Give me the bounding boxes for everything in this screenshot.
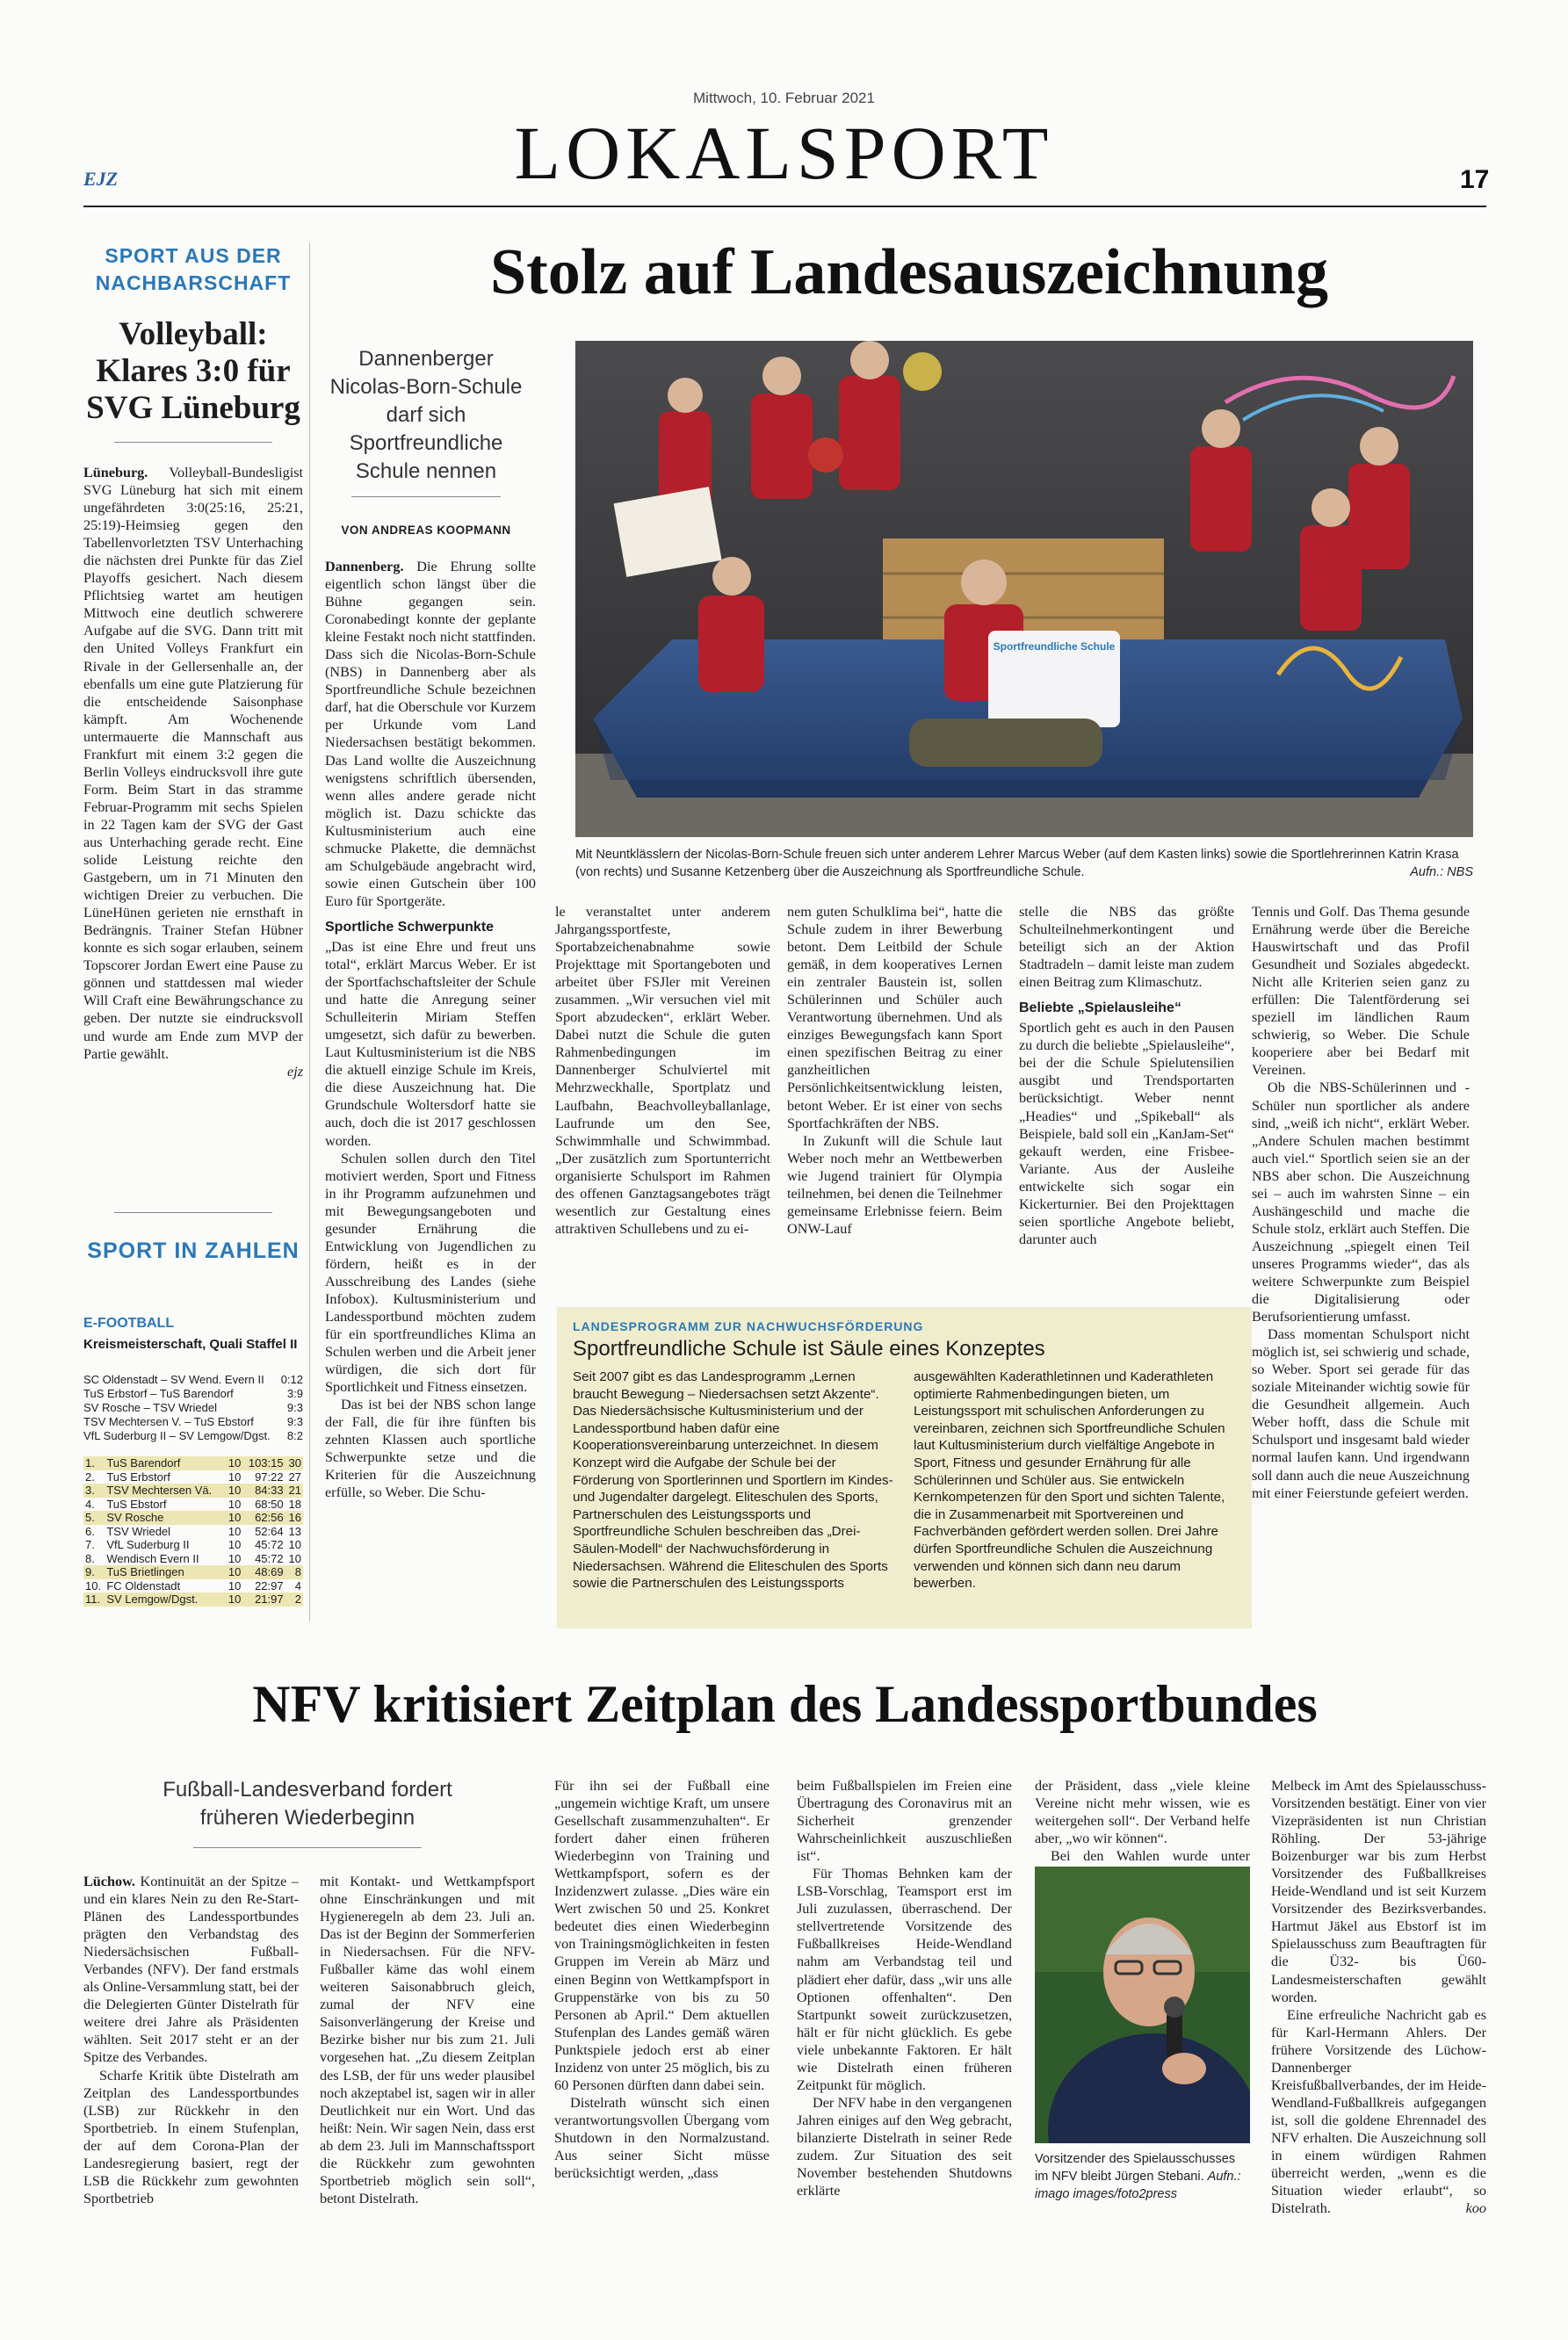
match-results xyxy=(83,1373,303,1443)
table-cell-team: TuS Ebstorf xyxy=(106,1497,167,1511)
page-number: 17 xyxy=(1460,165,1490,194)
table-cell-games: 10 xyxy=(228,1551,242,1565)
article-column-1: Dannenberg. Die Ehrung sollte eigentlich schon längst über die Bühne gegangen sein. Coronabedingt konnte der geplante kleine Festakt noch nicht stattfinden. Dass sich die Nicolas-Born-Schule (NBS) in Dannenberg aber als Sportfreundliche Schule bezeichnen darf, hat die Oberschule vor Kurzem per Urkunde vom Land Niedersachsen bestätigt bekommen. Das Land wollte die Auszeichnung wenigstens schriftlich übersenden, wenn alles andere gerade nicht möglich ist. Dazu schickte das Kultusministerium auch eine schmucke Plakette, die demnächst am Schulgebäude angebracht wird, sowie einen Gutschein über 100 Euro für Sportgeräte. Sportliche Schwerpunkte „Das ist eine Ehre und freut uns total“, erklärt Marcus Weber. Er ist der Sportfachschaftsleiter der Schule und hatte die Anregung seiner Schulleiterin Miriam Steffen umgesetzt, sich dafür zu bewerben. Laut Kultusministerium ist die NBS die aktuell einzige Schule im Kreis, die diese Auszeichnung hat. Die Grundschule Woltersdorf hatte sie auch, doch die ist 2017 geschlossen worden. Schulen sollen durch den Titel motiviert werden, Sport und Fitness in ihr Programm aufzunehmen und mit Bewegungsangeboten und gesunder Ernährung die Entwicklung von Jugendlichen zu fördern, heißt es in der Ausschreibung des Landes (siehe Infobox). Kultusministerium und Landessportbund möchten zudem für ein sportfreundliches Klima an Schulen werben und die Arbeit jener würdigen, die sich dort für Sportlichkeit und Fitness einsetzen. Das ist bei der NBS schon lange der Fall, die für ihre fünften bis zehnten Klassen auch sportliche Schwerpunkte setze und die Kriterien für die Auszeichnung erfülle, so Weber. Die Schu- xyxy=(325,559,536,1501)
main-deck: Dannenberger Nicolas-Born-Schule darf sich Sportfreundliche Schule nennen xyxy=(329,347,523,483)
table-cell-rank: 3. xyxy=(83,1484,105,1498)
dateline: Dannenberg. xyxy=(325,559,404,574)
table-cell-team: Wendisch Evern II xyxy=(106,1551,199,1565)
sidebar-divider-2 xyxy=(114,1212,272,1213)
table-cell-team: TuS Brietlingen xyxy=(105,1565,225,1579)
nfv-column-4: beim Fußballspielen im Freien eine Übertragung des Coronavirus mit an Sicherheit grenzender Wahrscheinlichkeit auszuschließen ist“. Für Thomas Behnken kam der LSB-Vorschlag, Teamsport erst im Juli zuzulassen, überraschend. Der stellvertretende Vorsitzende des Fußballkreises Heide-Wendland nahm am Verbandstag teil und plädiert eher dafür, dass „wir uns alle Optionen offenhalten“. Den Startpunkt soweit zurückzusetzen, hält er für nicht glücklich. Es gebe viele unbekannte Faktoren. Er hält wie Distelrath einen früheren Zeitpunkt für möglich. Der NFV habe in den vergangenen Jahren einiges auf den Weg gebracht, bilanzierte Distelrath in seiner Rede zudem. Zur Situation des seit November bestehenden Shutdowns erklärte xyxy=(797,1778,1012,2199)
table-cell-points: 21 xyxy=(285,1484,303,1498)
nfv-column-5: der Präsident, dass „viele kleine Vereine nicht mehr wissen, wie es weitergehen soll“. Der Verband helfe aber, „wo wir können“. Bei den Wahlen wurde unter xyxy=(1035,1778,1250,1865)
info-box-column-2: ausgewählten Kaderathletinnen und Kaderathleten optimierte Rahmenbedingungen bieten, um Leistungssport mit schulischen Anforderungen zu vereinbaren, zeichnen sich Sportfreundliche Schulen laut Kultusministerium durch vielfältige Angebote in Sport, Fitness und gesunder Ernährung für alle Schülerinnen und Schüler aus. Sie entwickeln Kernkompetenzen für den Sport und sichten Talente, die in Zusammenarbeit mit Sportvereinen und Fachverbänden gefördert werden sollen. Drei Jahre dürfen Sportfreundliche Schulen die Auszeichnung verwenden und können sich dann neu darum bewerben. xyxy=(914,1369,1225,1592)
table-cell-points: 16 xyxy=(285,1511,303,1525)
table-cell-rank: 5. xyxy=(83,1511,105,1525)
sidebar-divider xyxy=(114,442,272,443)
main-headline: Stolz auf Landesauszeichnung xyxy=(490,236,1328,308)
table-row xyxy=(83,1579,303,1593)
publication-date: Mittwoch, 10. Februar 2021 xyxy=(693,90,875,106)
article-column-4: stelle die NBS das größte Schulteilnehmerkontingent und beteiligt sich an der Aktion Stadtradeln – damit leiste man zudem einen Beitrag zum Klimaschutz. Beliebte „Spielausleihe“ Sportlich geht es auch in den Pausen zu durch die beliebte „Spielausleihe“, bei der die Schule Spielutensilien ausgibt und Trendsportarten berücksichtigt. Weber nennt „Headies“ und „Spikeball“ als Beispiele, bald soll ein „KanJam-Set“ gekauft werden, eine Frisbee-Variante. Aus der Ausleihe entwickelte sich sogar ein Kickerturnier. Bei den Projekttagen seien sportliche Angebote beliebt, darunter auch xyxy=(1019,904,1234,1247)
photo-credit: Aufn.: NBS xyxy=(1410,865,1473,879)
table-cell-goals: 84:33 xyxy=(242,1484,285,1498)
photo-sign-text: Sportfreundliche Schule xyxy=(993,640,1116,653)
info-box-title: Sportfreundliche Schule ist Säule eines Konzeptes xyxy=(573,1337,1045,1361)
nfv-headline: NFV kritisiert Zeitplan des Landessportbundes xyxy=(252,1675,1318,1733)
table-cell-points: 4 xyxy=(294,1578,301,1592)
table-cell-team: TuS Barendorf xyxy=(105,1456,225,1470)
sidebar-article-text: Volleyball-Bundesligist SVG Lüneburg hat sich mit einem ungefährdeten 3:0(25:16, 25:21, 25:19)-Heimsieg gegen den Tabellenvorletzten TSV Unterhaching die nächsten drei Punkte für das Ziel Playoffs gesichert. Nach diesem Pflichtsieg wartet am heutigen Mittwoch eine deutlich schwerere Aufgabe auf die SVG. Dann tritt mit den United Volleys Frankfurt ein Rivale in der Gellersenhalle an, der ebenfalls um eine gute Platzierung für die entscheidende Saisonphase kämpft. Am Wochenende untermauerte die Mannschaft aus Frankfurt mit einem 3:2 gegen die Berlin Volleys eindrucksvoll ihre gute Form. Beim Start in das stramme Februar-Programm mit sechs Spielen in 22 Tagen kam der SVG der Gast aus Unterhaching gerade recht. Eine solide Leistung reichte den Gastgebern, um in 71 Minuten den wichtigen Dreier zu verbuchen. Die LüneHünen gerieten nie ernsthaft in Bedrängnis. Trainer Stefan Hübner konnte es sich sogar erlauben, seinem Topscorer Jordan Ewert eine Pause zu gönnen und stattdessen mal wieder Will Craft eine Bewährungschance zu geben. Der nutzte sie eindrucksvoll und wurde am Ende zum MVP der Partie gewählt. xyxy=(83,465,303,1062)
table-row xyxy=(83,1552,303,1566)
table-cell-goals: 45:72 xyxy=(255,1551,284,1565)
match-row: SV Rosche – TSV Wriedel 9:3 xyxy=(83,1401,303,1414)
nfv-deck-divider xyxy=(193,1847,422,1848)
table-cell-goals: 45:72 xyxy=(255,1538,284,1552)
sport-in-zahlen-kicker: SPORT IN ZAHLEN xyxy=(87,1239,300,1263)
column-divider xyxy=(309,242,310,1621)
table-row xyxy=(83,1484,303,1498)
table-cell-points: 27 xyxy=(288,1470,301,1484)
table-cell-team: SV Lemgow/Dgst. xyxy=(105,1592,225,1607)
table-cell-points: 10 xyxy=(288,1551,301,1565)
table-cell-rank: 4. xyxy=(85,1497,95,1511)
sidebar-article-body xyxy=(83,464,303,1080)
table-cell-goals: 52:64 xyxy=(255,1524,284,1538)
team-photo xyxy=(575,341,1473,837)
table-row xyxy=(83,1470,303,1484)
dateline: Lüneburg. xyxy=(83,465,148,480)
table-cell-points: 10 xyxy=(288,1538,301,1552)
nfv-column-2: mit Kontakt- und Wettkampfsport ohne Einschränkungen und mit Hygieneregeln ab dem 23. Juli an. Das ist der Beginn der Sommerferien in Niedersachsen. Für die NFV-Fußballer käme das wohl einem weiteren Saisonabbruch gleich, zumal der NFV eine Saisonverlängerung der Kreise und Bezirke bisher nur bis zum 21. Juli vorgesehen hat. „Zu diesem Zeitplan des LSB, der für uns weder plausibel noch akzeptabel ist, sagen wir in aller Deutlichkeit nur ein Wort. Und das heißt: Nein. Wir sagen Nein, dass erst ab dem 23. Juli im Mannschaftssport die Rückkehr zum gewohnten Sportbetrieb möglich sein soll“, betont Distelrath. xyxy=(320,1874,535,2206)
table-cell-games: 10 xyxy=(228,1470,242,1484)
info-box-kicker: LANDESPROGRAMM ZUR NACHWUCHSFÖRDERUNG xyxy=(573,1319,924,1333)
table-cell-points: 2 xyxy=(285,1592,303,1607)
author-tag: ejz xyxy=(287,1063,303,1080)
table-cell-team: TSV Mechtersen Vä. xyxy=(105,1484,225,1498)
table-cell-rank: 7. xyxy=(85,1538,95,1552)
table-cell-games: 10 xyxy=(228,1524,242,1538)
table-row xyxy=(83,1511,303,1525)
league-table xyxy=(83,1456,303,1607)
byline: VON ANDREAS KOOPMANN xyxy=(341,524,511,537)
nfv-column-3: Für ihn sei der Fußball eine „ungemein wichtige Kraft, um unsere Gesellschaft zusammenzuhalten“. Er fordert daher einen früheren Wiederbeginn von Training und Wettkampfsport, sofern es der Inzidenzwert zulasse. „Dies wäre ein Wert zwischen 50 und 25. Konkret bedeutet dies einen Wiederbeginn von Trainingsmöglichkeiten in festen Gruppen im Verein ab März und einen Beginn von Wettkampfsport in Gruppenstärke von bis zu 50 Personen ab April.“ Dem aktuellen Stufenplan des Landes gemäß wären Punktspiele jedoch erst ab einer Inzidenz von unter 25 möglich, bis zu 60 Personen dürften dann dabei sein. Distelrath wünscht sich einen verantwortungsvollen Übergang vom Shutdown in den Normalzustand. Aus seiner Sicht müsse berücksichtigt werden, „dass xyxy=(554,1778,770,2182)
table-cell-team: SV Rosche xyxy=(105,1511,225,1525)
portrait-photo xyxy=(1035,1867,1250,2143)
table-cell-points: 8 xyxy=(285,1565,303,1579)
header-rule xyxy=(83,206,1486,207)
portrait-caption: Vorsitzender des Spielausschusses im NFV bleibt Jürgen Stebani. Aufn.: imago images/foto2press xyxy=(1035,2152,1241,2201)
table-cell-games: 10 xyxy=(225,1456,242,1470)
table-cell-points: 13 xyxy=(288,1524,301,1538)
table-cell-goals: 62:56 xyxy=(242,1511,285,1525)
match-row: TuS Erbstorf – TuS Barendorf 3:9 xyxy=(83,1387,303,1400)
sidebar-kicker: SPORT AUS DER NACHBARSCHAFT xyxy=(95,244,292,294)
table-row xyxy=(83,1525,303,1539)
table-cell-points: 30 xyxy=(285,1456,303,1470)
table-cell-goals: 48:69 xyxy=(242,1565,285,1579)
subheading: Beliebte „Spielausleihe“ xyxy=(1019,1000,1181,1016)
table-cell-rank: 2. xyxy=(85,1470,95,1484)
table-cell-team: FC Oldenstadt xyxy=(106,1578,181,1592)
info-box-column-1: Seit 2007 gibt es das Landesprogramm „Lernen braucht Bewegung – Niedersachsen setzt Akzente“. Das Niedersächsische Kultusministerium und der Landessportbund haben dafür eine Kooperationsvereinbarung unterzeichnet. In diesem Konzept wird die Aufgabe der Schule bei der Förderung von Sportlerinnen und Sportlern im Kindes- und Jugendalter dargelegt. Eliteschulen des Sports, Partnerschulen des Leistungssports und Sportfreundliche Schulen beschreiben das „Drei-Säulen-Modell“ der Nachwuchsförderung in Niedersachsen. Während die Eliteschulen des Sports sowie die Partnerschulen des Leistungssports xyxy=(573,1369,893,1592)
table-cell-games: 10 xyxy=(225,1565,242,1579)
table-cell-rank: 1. xyxy=(83,1456,105,1470)
table-cell-goals: 21:97 xyxy=(242,1592,285,1607)
nfv-column-6: Melbeck im Amt des Spielausschuss-Vorsitzenden bestätigt. Einer von vier Vizepräsidenten ist nun Christian Röhling. Der 53-jährige Boizenburger war bis zum Herbst Vorsitzender des Fußballkreises Heide-Wendland und ist seit Kurzem Vorsitzender des Bezirksverbandes. Hartmut Jäkel aus Ebstorf ist im Spielausschuss zum Beauftragten für die Ü32- bis Ü60-Landesmeisterschaften gewählt worden. Eine erfreuliche Nachricht gab es für Karl-Hermann Ahlers. Der frühere Vorsitzende des Lüchow-Dannenberger Kreisfußballverbandes, der im Heide-Wendland-Fußballkreis aufgegangen ist, soll die goldene Ehrennadel des NFV erhalten. Die Auszeichnung soll in einem würdigen Rahmen überreicht werden, „wenn es die Situation wieder erlaubt“, so Distelrath. koo xyxy=(1271,1778,1486,2217)
section-title: LOKALSPORT xyxy=(514,111,1054,195)
table-cell-points: 18 xyxy=(288,1497,301,1511)
table-row xyxy=(83,1456,303,1470)
table-cell-games: 10 xyxy=(228,1497,242,1511)
nfv-deck: Fußball-Landesverband fordert früheren Wiederbeginn xyxy=(163,1778,452,1830)
dateline: Lüchow. xyxy=(83,1874,135,1889)
author-tag: koo xyxy=(1465,2200,1486,2217)
nfv-column-1: Lüchow. Kontinuität an der Spitze – und ein klares Nein zu den Re-Start-Plänen des Landessportbundes prägten den Verbandstag des Niedersächsischen Fußball-Verbandes (NFV). Der fand erstmals als Online-Versammlung statt, bei der die Delegierten Günter Distelrath für weitere drei Jahre als Präsidenten wählten. Seit 2017 steht er an der Spitze des Verbandes. Scharfe Kritik übte Distelrath am Zeitplan des Landessportbundes (LSB) zur Rückkehr in den Sportbetrieb. In einem Stufenplan, der auf dem Corona-Plan der Landesregierung basiert, regt der LSB die Rückkehr zum gewohnten Sportbetrieb xyxy=(83,1874,300,2206)
table-cell-team: TuS Erbstorf xyxy=(106,1470,170,1484)
table-cell-games: 10 xyxy=(228,1578,242,1592)
table-cell-goals: 97:22 xyxy=(255,1470,284,1484)
table-cell-goals: 103:15 xyxy=(242,1456,285,1470)
article-column-3: nem guten Schulklima bei“, hatte die Schule zudem in ihrer Bewerbung betont. Dem Leitbild der Schule gemäß, in dem kooperatives Lernen ein zentraler Baustein ist, sollen Schülerinnen und Schüler auch Verantwortung übernehmen. Und als einziges Bewegungsfach kann Sport einen spezifischen Beitrag zu einer ganzheitlichen Persönlichkeitsentwicklung leisten, betont Weber. Er ist einer von sechs Sportfachkräften der NBS. In Zukunft will die Schule laut Weber noch mehr an Wettbewerben wie Jugend trainiert für Olympia teilnehmen, bei denen die Teilnehmer gemeinsame Erlebnisse feiern. Beim ONW-Lauf xyxy=(787,904,1002,1237)
table-cell-rank: 6. xyxy=(85,1524,95,1538)
table-cell-team: VfL Suderburg II xyxy=(106,1538,190,1552)
photo-caption: Mit Neuntklässlern der Nicolas-Born-Schule freuen sich unter anderem Lehrer Marcus Weber (auf dem Kasten links) sowie die Sportlehrerinnen Katrin Krasa (von rechts) und Susanne Ketzenberg über die Auszeichnung als Sportfreundliche Schule. Aufn.: NBS xyxy=(575,848,1473,879)
match-row: SC Oldenstadt – SV Wend. Evern II 0:12 xyxy=(83,1373,303,1386)
table-cell-rank: 11. xyxy=(83,1592,105,1607)
table-cell-goals: 68:50 xyxy=(255,1497,284,1511)
article-column-5: Tennis und Golf. Das Thema gesunde Ernährung werde über die Bereiche Hauswirtschaft und das Profil Gesundheit und Soziales abgedeckt. Nicht alle Kriterien seien ganz zu erfüllen: Die Talentförderung sei speziell im ländlichen Raum schwierig, so Weber. Die Schule kooperiere aber bei Bedarf mit Vereinen. Ob die NBS-Schülerinnen und -Schüler nun sportlicher als andere sind, „weiß ich nicht“, erklärt Weber. „Andere Schulen machen bestimmt auch viel.“ Sportlich seien sie an der NBS aber schon. Die Auszeichnung sei – auch im wahrsten Sinne – ein Aushängeschild und mache die Schule stolz, erklärt auch Steffen. Die Auszeichnung „spiegelt einen Teil unseres Programms wieder“, das als weitere Schwerpunkte zum Beispiel die Digitalisierung oder Berufsorientierung umfasst. Dass momentan Schulsport nicht möglich ist, sei schwierig und schade, so Weber. Sport sei gerade für das soziale Miteinander wichtig sowie für die Gesundheit allgemein. Auch Weber hofft, dass die Schule mit Schulsport und insgesamt bald wieder normal laufen kann. Und irgendwann soll dann auch die neue Auszeichnung mit einer Feierstunde gefeiert werden. xyxy=(1252,904,1470,1501)
photo-credit: Aufn.: imago images/foto2press xyxy=(1035,2170,1241,2201)
efootball-label: E-FOOTBALL xyxy=(83,1316,175,1331)
sidebar-headline: Volleyball: Klares 3:0 für SVG Lüneburg xyxy=(86,316,300,426)
table-row xyxy=(83,1592,303,1607)
table-row xyxy=(83,1565,303,1579)
table-cell-games: 10 xyxy=(228,1538,242,1552)
table-cell-rank: 8. xyxy=(85,1551,95,1565)
table-cell-games: 10 xyxy=(225,1511,242,1525)
newspaper-logo: EJZ xyxy=(83,168,119,190)
table-cell-rank: 10. xyxy=(85,1578,102,1592)
article-column-2: le veranstaltet unter anderem Jahrgangssportfeste, Sportabzeichenabnahme sowie Projekttage mit Sportangeboten und arbeitet über FSJler mit Vereinen zusammen. „Wir versuchen viel mit Sport abzudecken“, erklärt Weber. Dabei nutzt die Schule die guten Rahmenbedingungen im Dannenberger Schulviertel mit Mehrzweckhalle, Sportplatz und Laufbahn, Beachvolleyballanlage, Laufrunde um den See, Schwimmhalle und Schwimmbad. „Der zusätzlich zum Sportunterricht organisierte Schulsport im Rahmen des offenen Ganztagsangebotes trägt wesentlich zur Gestaltung eines attraktiven Schullebens und zu ei- xyxy=(555,904,770,1237)
table-cell-games: 10 xyxy=(225,1592,242,1607)
efootball-subtitle: Kreismeisterschaft, Quali Staffel II xyxy=(83,1337,298,1352)
match-row: TSV Mechtersen V. – TuS Ebstorf 9:3 xyxy=(83,1415,303,1428)
table-cell-team: TSV Wriedel xyxy=(106,1524,171,1538)
deck-divider xyxy=(351,496,501,497)
subheading: Sportliche Schwerpunkte xyxy=(325,919,495,935)
table-row xyxy=(83,1538,303,1552)
table-cell-rank: 9. xyxy=(83,1565,105,1579)
table-cell-games: 10 xyxy=(225,1484,242,1498)
match-row: VfL Suderburg II – SV Lemgow/Dgst. 8:2 xyxy=(83,1429,303,1442)
table-row xyxy=(83,1498,303,1512)
table-cell-goals: 22:97 xyxy=(255,1578,284,1592)
